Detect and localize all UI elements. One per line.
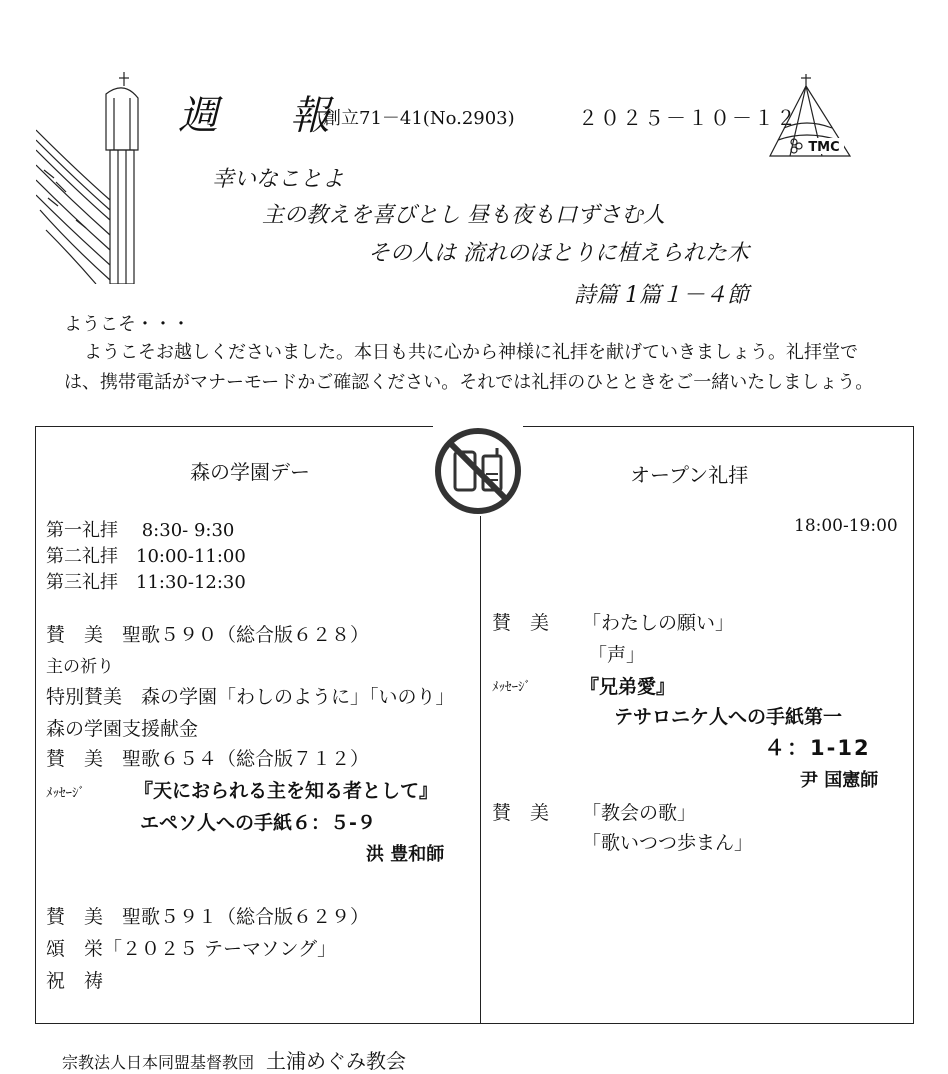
doxology: 頌 栄「２０２５ テーマソング」: [46, 938, 337, 960]
message-title-right: 『兄弟愛』: [580, 676, 676, 698]
founding-number: 創立71－41(No.2903): [323, 108, 515, 129]
open-worship-time: 18:00-19:00: [794, 516, 898, 536]
message-label-left: ﾒｯｾｰｼﾞ: [46, 786, 85, 801]
tmc-church-logo: [766, 72, 854, 162]
welcome-text: ようこそお越しくださいました。本日も共に心から神様に礼拝を献げていきましょう。礼拝堂では、携帯電話がマナーモードかご確認ください。それでは礼拝のひとときをご一緒いたしましょう。: [64, 342, 874, 393]
tmc-logo-text: TMC: [808, 140, 840, 155]
special-praise: 特別賛美 森の学園「わしのように」「いのり」: [46, 686, 455, 708]
praise-3: 賛 美 聖歌５９１（総合版６２９）: [46, 906, 370, 928]
service-time-2: 第二礼拝 10:00-11:00: [46, 546, 246, 567]
lords-prayer: 主の祈り: [46, 657, 114, 677]
footer-church-name: 土浦めぐみ教会: [266, 1049, 407, 1073]
praise-song-1: 「わたしの願い」: [582, 612, 735, 634]
verse-line-3: その人は 流れのほとりに植えられた木: [368, 241, 749, 266]
closing-praise-label: 賛 美: [492, 802, 550, 824]
preacher-right: 尹 国憲師: [800, 770, 879, 791]
preacher-left: 洪 豊和師: [366, 844, 445, 865]
no-phone-icon: [433, 426, 523, 516]
praise-2: 賛 美 聖歌６５４（総合版７１２）: [46, 748, 370, 770]
service-time-3: 第三礼拝 11:30-12:30: [46, 572, 246, 593]
verse-line-1: 幸いなことよ: [212, 167, 345, 192]
column-divider: [480, 516, 481, 1024]
footer-org: 宗教法人日本同盟基督教団: [62, 1053, 255, 1072]
left-section-heading: 森の学園デー: [190, 460, 310, 484]
verse-line-2: 主の教えを喜びとし 昼も夜も口ずさむ人: [262, 203, 665, 228]
message-scripture-left: エペソ人への手紙６：５-９: [140, 812, 376, 834]
bulletin-date: ２０２５－１０－１２: [578, 106, 798, 130]
right-section-heading: オープン礼拝: [630, 463, 749, 487]
bulletin-title: 週 報: [178, 93, 346, 139]
message-label-right: ﾒｯｾｰｼﾞ: [492, 680, 531, 695]
service-time-1: 第一礼拝 8:30- 9:30: [46, 520, 235, 541]
message-title-left: 『天におられる主を知る者として』: [134, 780, 439, 802]
welcome-heading: ようこそ・・・: [64, 314, 190, 335]
praise-label-right: 賛 美: [492, 612, 550, 634]
message-verse-right: ４：1-12: [764, 736, 871, 760]
closing-song-1: 「教会の歌」: [582, 802, 697, 824]
benediction: 祝 祷: [46, 970, 104, 992]
offering: 森の学園支援献金: [46, 718, 199, 740]
praise-song-2: 「声」: [588, 644, 646, 666]
closing-song-2: 「歌いつつ歩まん」: [582, 832, 754, 854]
praise-1: 賛 美 聖歌５９０（総合版６２８）: [46, 624, 370, 646]
footer: [62, 1045, 406, 1074]
church-cross-illustration: [36, 70, 144, 284]
message-book-right: テサロニケ人への手紙第一: [614, 706, 843, 728]
verse-reference: 詩篇 1篇１－４節: [574, 283, 749, 308]
